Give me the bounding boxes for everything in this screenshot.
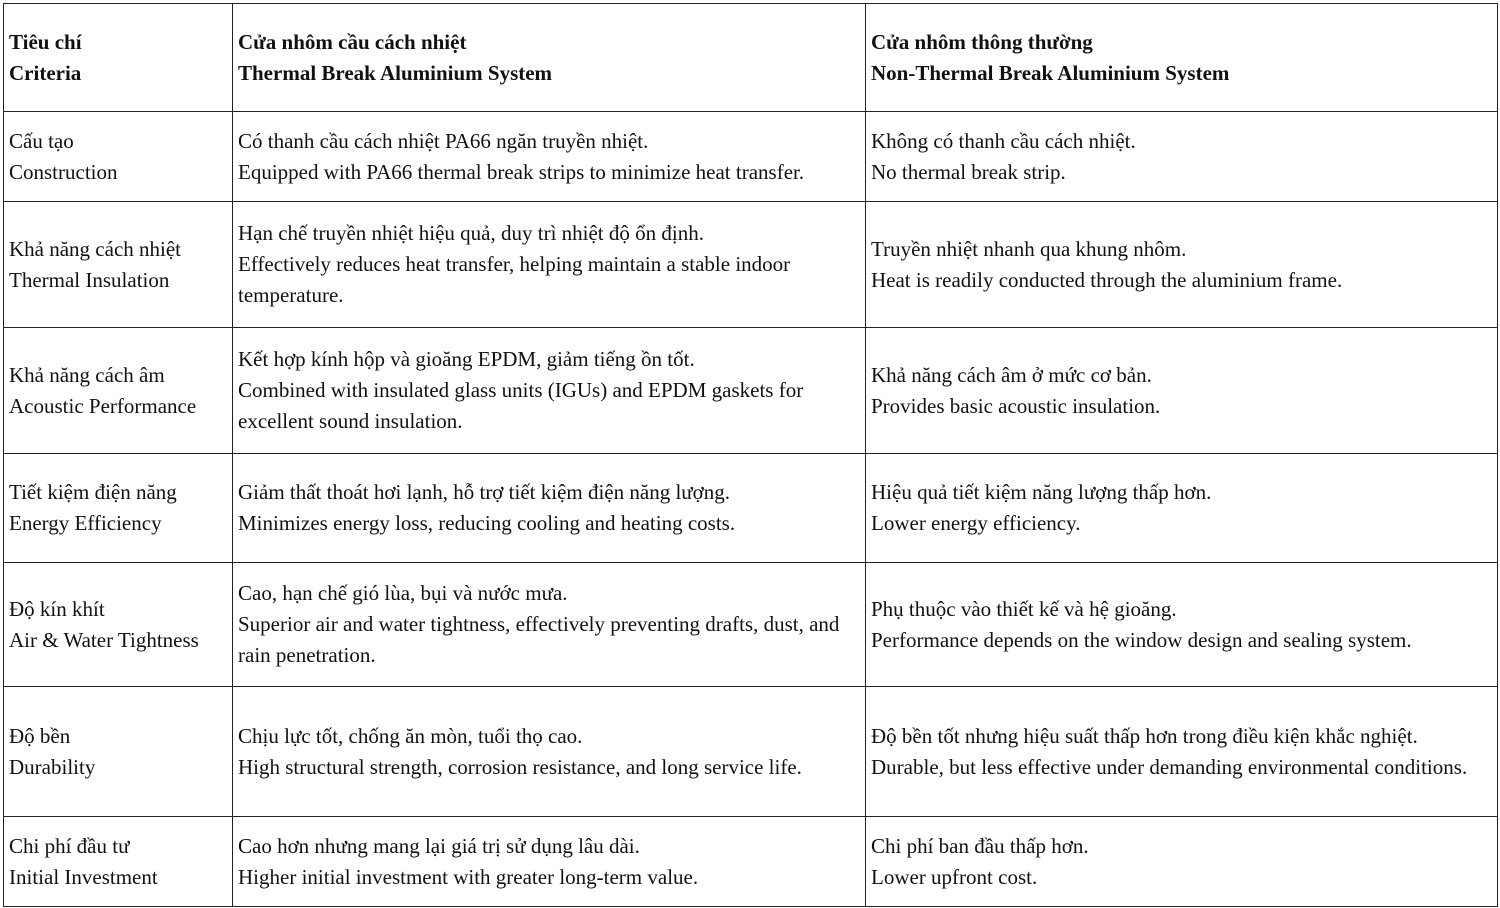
nonthermal-cell: [866, 687, 1498, 817]
header-nonthermal-en: Non-Thermal Break Aluminium System: [871, 60, 1230, 85]
criteria-en: Construction: [9, 159, 118, 184]
thermal-en: Effectively reduces heat transfer, helping maintain a stable indoor temperature.: [238, 252, 791, 307]
criteria-cell: [4, 202, 233, 328]
nonthermal-en: Provides basic acoustic insulation.: [871, 393, 1161, 418]
criteria-vi: Tiết kiệm điện năng: [9, 480, 177, 504]
criteria-vi: Khả năng cách âm: [9, 362, 165, 387]
nonthermal-en: Durable, but less effective under demanding environmental conditions.: [871, 754, 1468, 779]
thermal-vi: Hạn chế truyền nhiệt hiệu quả, duy trì nhiệt độ ổn định.: [238, 221, 704, 245]
criteria-cell: [4, 687, 233, 817]
thermal-cell: [233, 563, 866, 687]
nonthermal-vi: Không có thanh cầu cách nhiệt.: [871, 128, 1136, 153]
nonthermal-vi: Khả năng cách âm ở mức cơ bản.: [871, 362, 1152, 387]
nonthermal-en: Lower upfront cost.: [871, 864, 1038, 889]
nonthermal-en: No thermal break strip.: [871, 159, 1066, 184]
nonthermal-cell: [866, 112, 1498, 202]
criteria-vi: Chi phí đầu tư: [9, 833, 130, 858]
criteria-en: Air & Water Tightness: [9, 627, 199, 652]
thermal-cell: [233, 454, 866, 563]
thermal-vi: Cao, hạn chế gió lùa, bụi và nước mưa.: [238, 581, 568, 605]
thermal-vi: Giảm thất thoát hơi lạnh, hỗ trợ tiết kiệm điện năng lượng.: [238, 480, 731, 504]
thermal-cell: [233, 112, 866, 202]
criteria-en: Thermal Insulation: [9, 267, 170, 292]
thermal-vi: Có thanh cầu cách nhiệt PA66 ngăn truyền nhiệt.: [238, 128, 649, 153]
table-row: [4, 112, 1498, 202]
criteria-en: Energy Efficiency: [9, 511, 162, 535]
criteria-en: Acoustic Performance: [9, 393, 197, 418]
header-thermal-en: Thermal Break Aluminium System: [238, 60, 553, 85]
header-criteria: [4, 4, 233, 112]
thermal-vi: Kết hợp kính hộp và gioăng EPDM, giảm tiếng ồn tốt.: [238, 347, 695, 371]
criteria-cell: [4, 817, 233, 907]
nonthermal-vi: Hiệu quả tiết kiệm năng lượng thấp hơn.: [871, 480, 1212, 504]
nonthermal-vi: Phụ thuộc vào thiết kế và hệ gioăng.: [871, 596, 1177, 621]
table-header-row: [4, 4, 1498, 112]
header-nonthermal-vi: Cửa nhôm thông thường: [871, 29, 1093, 54]
thermal-cell: [233, 817, 866, 907]
nonthermal-cell: [866, 563, 1498, 687]
criteria-cell: [4, 112, 233, 202]
thermal-en: Superior air and water tightness, effectively preventing drafts, dust, and rain penetration.: [238, 612, 840, 667]
nonthermal-vi: Độ bền tốt nhưng hiệu suất thấp hơn trong điều kiện khắc nghiệt.: [871, 723, 1418, 748]
header-thermal-break: [233, 4, 866, 112]
thermal-en: Equipped with PA66 thermal break strips to minimize heat transfer.: [238, 159, 805, 184]
thermal-vi: Chịu lực tốt, chống ăn mòn, tuổi thọ cao.: [238, 723, 583, 748]
criteria-vi: Độ bền: [9, 723, 71, 748]
nonthermal-cell: [866, 454, 1498, 563]
nonthermal-en: Lower energy efficiency.: [871, 511, 1081, 535]
thermal-cell: [233, 202, 866, 328]
thermal-en: High structural strength, corrosion resistance, and long service life.: [238, 754, 802, 779]
thermal-cell: [233, 687, 866, 817]
comparison-table: [3, 3, 1498, 907]
nonthermal-cell: [866, 328, 1498, 454]
thermal-cell: [233, 328, 866, 454]
header-thermal-vi: Cửa nhôm cầu cách nhiệt: [238, 29, 467, 54]
table-row: [4, 817, 1498, 907]
criteria-vi: Khả năng cách nhiệt: [9, 236, 182, 261]
header-criteria-vi: Tiêu chí: [9, 29, 82, 54]
header-criteria-en: Criteria: [9, 60, 82, 85]
thermal-en: Higher initial investment with greater long-term value.: [238, 864, 699, 889]
table-row: [4, 563, 1498, 687]
criteria-en: Initial Investment: [9, 864, 158, 889]
criteria-cell: [4, 563, 233, 687]
nonthermal-en: Performance depends on the window design and sealing system.: [871, 627, 1412, 652]
thermal-en: Minimizes energy loss, reducing cooling and heating costs.: [238, 511, 736, 535]
nonthermal-vi: Truyền nhiệt nhanh qua khung nhôm.: [871, 236, 1187, 261]
criteria-vi: Độ kín khít: [9, 596, 105, 621]
criteria-cell: [4, 328, 233, 454]
thermal-vi: Cao hơn nhưng mang lại giá trị sử dụng lâu dài.: [238, 833, 640, 858]
nonthermal-cell: [866, 817, 1498, 907]
nonthermal-vi: Chi phí ban đầu thấp hơn.: [871, 833, 1089, 858]
table-row: [4, 328, 1498, 454]
criteria-en: Durability: [9, 754, 96, 779]
criteria-cell: [4, 454, 233, 563]
table-row: [4, 454, 1498, 563]
header-non-thermal-break: [866, 4, 1498, 112]
thermal-en: Combined with insulated glass units (IGUs) and EPDM gaskets for excellent sound insulation.: [238, 378, 804, 433]
nonthermal-cell: [866, 202, 1498, 328]
table-row: [4, 202, 1498, 328]
nonthermal-en: Heat is readily conducted through the aluminium frame.: [871, 267, 1343, 292]
table-row: [4, 687, 1498, 817]
criteria-vi: Cấu tạo: [9, 128, 74, 153]
